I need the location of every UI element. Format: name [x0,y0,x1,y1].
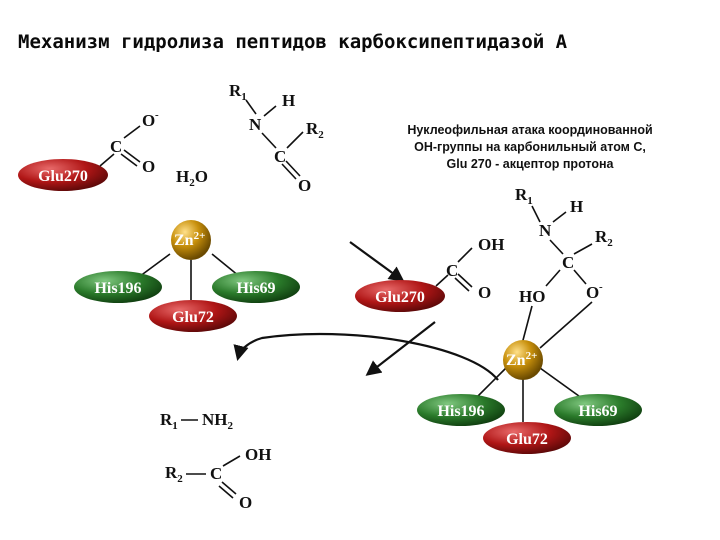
carboxyl-carbon: C [446,261,459,280]
carboxyl-oxygen: O [142,111,156,130]
products-arrow [368,322,435,374]
bond-r1-n [246,100,256,114]
page-title: Механизм гидролиза пептидов карбоксипептидазой А [18,31,568,53]
bond-c-o-b [455,278,469,291]
zinc-label: $Zn^{2+}$ [506,350,538,369]
hydroxyl-group: HO [519,287,546,306]
svg-text:His196: His196 [437,403,485,420]
svg-text:Glu 270 - акцептор протона: Glu 270 - акцептор протона [446,157,614,171]
amide-nitrogen: N [249,115,262,134]
bond-c-o-minus [574,270,586,284]
product-acid-r2: $R_2$ [165,463,183,485]
bond-c-o-b [282,164,296,179]
zinc-ion-right [503,340,543,380]
carboxyl-oxygen: O [478,283,492,302]
svg-text:Нуклеофильная атака координова: Нуклеофильная атака координованной [407,123,653,137]
amide-nitrogen: N [539,221,552,240]
glu72-residue-right [483,422,571,454]
glu270-label: Glu270 [38,168,88,185]
carboxyl-carbon: C [110,137,123,156]
his69-residue-right [554,394,642,426]
his69-residue-left [212,271,300,303]
svg-text:ОН-группы на карбонильный атом: ОН-группы на карбонильный атом С, [414,140,646,154]
bond-c-r2 [574,244,592,254]
glu270-residue-right [355,280,445,312]
bond-n-c [550,240,563,254]
amide-hydrogen: H [570,197,584,216]
alkoxide-oxygen: O [586,283,600,302]
bond-c-o-a [286,161,300,176]
bond-n-h [264,106,276,116]
minus-charge: - [155,109,159,121]
bond-r1-n [532,206,540,222]
svg-text:His196: His196 [94,280,142,297]
product-amine-nh2: $NH_2$ [202,410,233,432]
bond-o-zn [540,302,592,348]
tetrahedral-carbon: C [562,253,575,272]
carbonyl-oxygen: O [298,176,312,195]
substituent-r2: $R_2$ [306,119,324,141]
forward-reaction-arrow [350,242,402,280]
product-acid-carbon: C [210,464,223,483]
bond-c-o-a [222,482,236,494]
carboxyl-hydroxyl: OH [478,235,505,254]
bond-ho-zn [522,306,532,344]
bond-c-o-a [124,150,140,162]
bond-n-h [553,212,566,222]
bond-c-o-b [219,486,233,498]
glu270-residue-left [18,159,108,191]
substituent-r1: $R_1$ [515,185,533,207]
amide-hydrogen: H [282,91,296,110]
bond-c-oh [223,456,240,466]
svg-text:Glu72: Glu72 [506,431,548,448]
zinc-ion-left [171,220,211,260]
bond-c-o-b [121,154,137,166]
his196-residue-left [74,271,162,303]
substituent-r1: $R_1$ [229,81,247,103]
svg-text:Glu270: Glu270 [375,289,425,306]
product-acid-oxygen: O [239,493,253,512]
carboxyl-oxygen: O [142,157,156,176]
svg-text:Glu72: Glu72 [172,309,214,326]
minus-charge: - [599,281,603,293]
his196-residue-right [417,394,505,426]
substituent-r2: $R_2$ [595,227,613,249]
water-molecule: $H_2O$ [176,167,208,189]
glu72-residue-left [149,300,237,332]
product-acid-hydroxyl: OH [245,445,272,464]
zinc-label: $Zn^{2+}$ [174,230,206,249]
bond-n-c [262,133,276,148]
mechanism-annotation [407,123,652,171]
bond-c-o-a [458,274,472,287]
product-amine-r1: $R_1$ [160,410,178,432]
bond-c-oh [458,248,472,262]
carbonyl-carbon: C [274,147,287,166]
bond-c-r2 [287,132,303,148]
bond-c-ho [546,270,560,286]
bond-c-o-minus [124,126,140,138]
svg-text:His69: His69 [578,403,618,420]
svg-text:His69: His69 [236,280,276,297]
